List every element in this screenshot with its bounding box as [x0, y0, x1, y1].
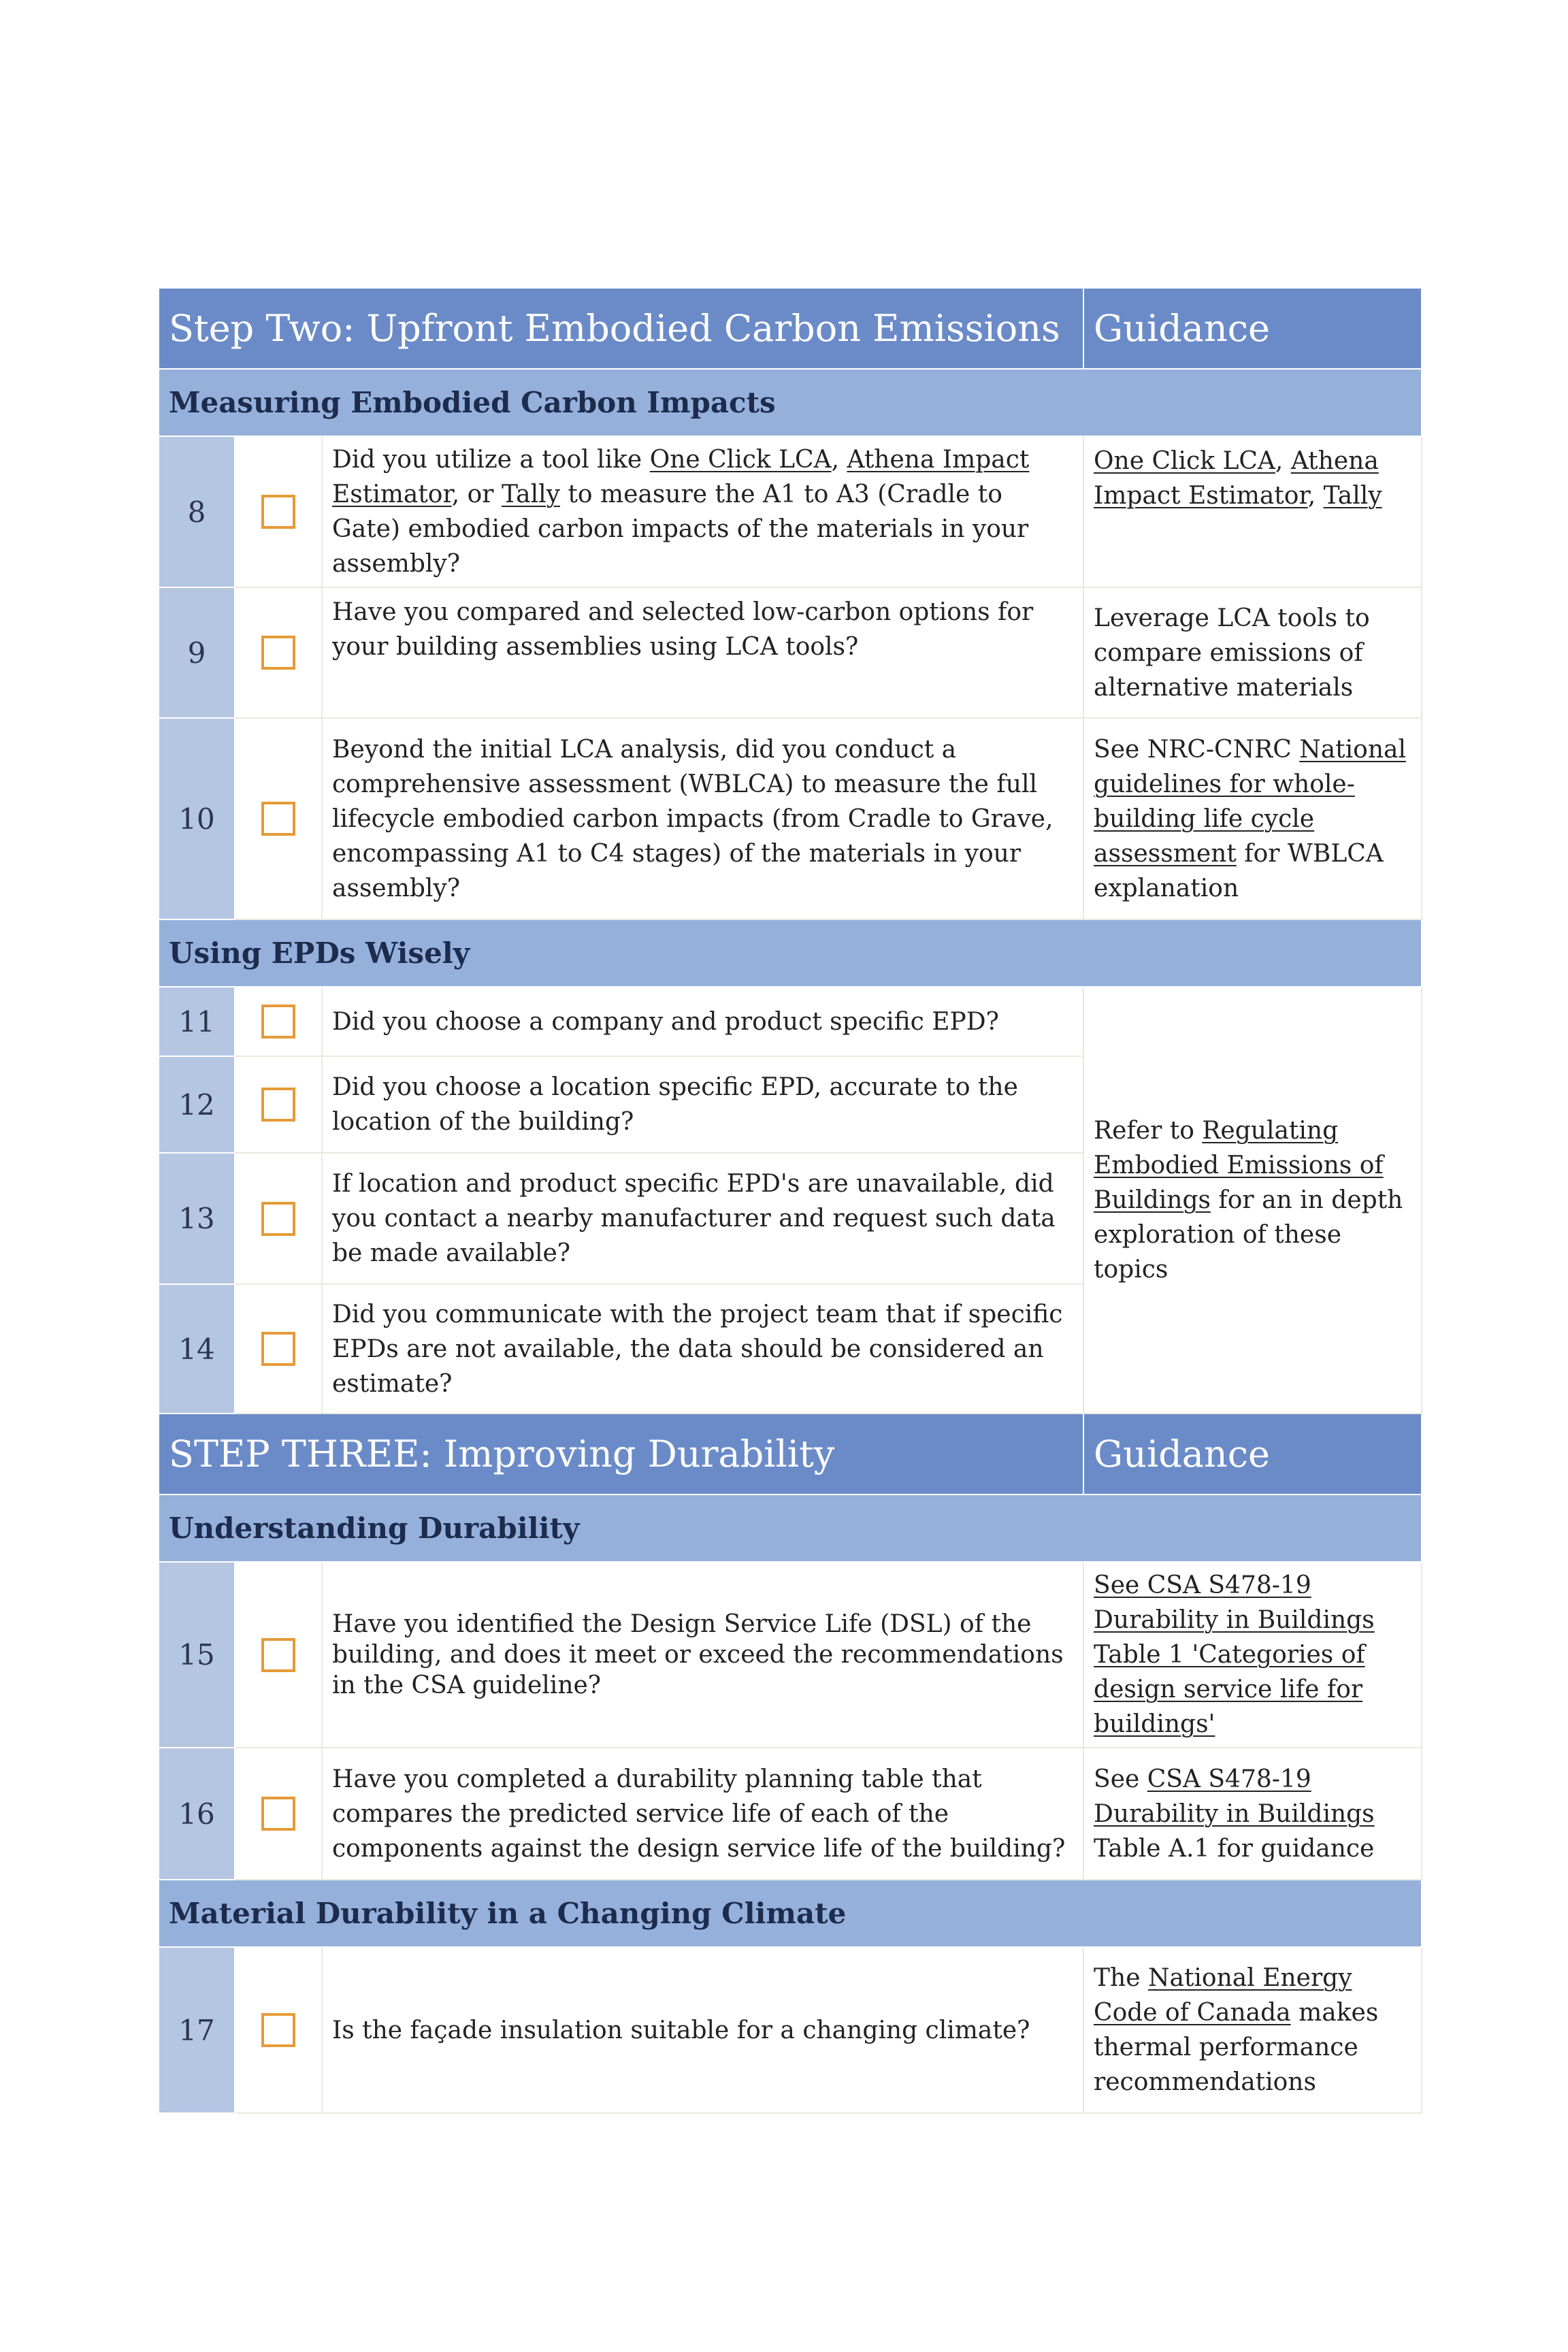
- subsection-title: Understanding Durability: [159, 1494, 1422, 1562]
- item-number: 14: [159, 1284, 235, 1414]
- checklist-row-10: [159, 718, 1422, 919]
- question-text: Have you completed a durability planning table that compares the predicted service life of each of the components against the design service life of the building?: [322, 1748, 1083, 1880]
- question-text: Did you communicate with the project team that if specific EPDs are not available, the data should be considered an estimate?: [322, 1284, 1083, 1414]
- subsection-title: Measuring Embodied Carbon Impacts: [159, 369, 1422, 436]
- checklist-row-16: [159, 1748, 1422, 1880]
- item-number: 13: [159, 1153, 235, 1284]
- question-text: If location and product specific EPD's are unavailable, did you contact a nearby manufacturer and request such data be made available?: [322, 1153, 1083, 1284]
- athena-impact-estimator-link[interactable]: Athena Impact Estimator: [1094, 447, 1379, 510]
- tally-link[interactable]: Tally: [1323, 482, 1382, 510]
- guidance-text: See CSA S478-19 Durability in Buildings Table A.1 for guidance: [1083, 1748, 1422, 1880]
- checkbox[interactable]: [261, 636, 295, 670]
- guidance-text: See NRC-CNRC National guidelines for whole-building life cycle assessment for WBLCA explanation: [1083, 718, 1422, 919]
- step-two-header-row: [159, 288, 1422, 369]
- checklist-row-9: [159, 587, 1422, 718]
- item-number: 15: [159, 1562, 235, 1748]
- question-text: Did you utilize a tool like One Click LCA, Athena Impact Estimator, or Tally to measure the A1 to A3 (Cradle to Gate) embodied carbon impacts of the materials in your assembly?: [322, 436, 1083, 587]
- subsection-row: [159, 369, 1422, 436]
- question-text: Did you choose a company and product specific EPD?: [322, 987, 1083, 1056]
- checkbox[interactable]: [261, 1332, 295, 1366]
- guidance-text: Leverage LCA tools to compare emissions of alternative materials: [1083, 587, 1422, 718]
- checkbox[interactable]: [261, 1088, 295, 1122]
- checkbox[interactable]: [261, 1797, 295, 1831]
- guidance-header: Guidance: [1083, 288, 1422, 369]
- checkbox[interactable]: [261, 2013, 295, 2047]
- csa-s478-link[interactable]: CSA S478-19 Durability in Buildings: [1094, 1765, 1375, 1828]
- checkbox[interactable]: [261, 495, 295, 529]
- guidance-text: [1083, 1562, 1422, 1748]
- item-number: 8: [159, 436, 235, 587]
- guidance-text: One Click LCA, Athena Impact Estimator, Tally: [1083, 436, 1422, 587]
- subsection-row: [159, 1494, 1422, 1562]
- checkbox[interactable]: [261, 1638, 295, 1672]
- item-number: 16: [159, 1748, 235, 1880]
- national-energy-code-link[interactable]: National Energy Code of Canada: [1094, 1964, 1352, 2027]
- item-number: 17: [159, 1947, 235, 2113]
- checkbox[interactable]: [261, 1202, 295, 1236]
- one-click-lca-link[interactable]: One Click LCA: [1094, 447, 1275, 475]
- checklist-table: [158, 287, 1422, 2114]
- tally-link[interactable]: Tally: [501, 480, 560, 508]
- item-number: 12: [159, 1056, 235, 1153]
- checklist-page: [158, 287, 1421, 2114]
- athena-impact-estimator-link[interactable]: Athena Impact Estimator: [332, 446, 1030, 508]
- shared-guidance-text: Refer to Regulating Embodied Emissions of Buildings for an in depth exploration of these topics: [1083, 987, 1422, 1414]
- checkbox[interactable]: [261, 802, 295, 836]
- step-three-title: STEP THREE: Improving Durability: [159, 1414, 1083, 1494]
- step-two-title: Step Two: Upfront Embodied Carbon Emissions: [159, 288, 1083, 369]
- item-number: 9: [159, 587, 235, 718]
- item-number: 10: [159, 718, 235, 919]
- one-click-lca-link[interactable]: One Click LCA: [649, 446, 832, 474]
- question-text: Beyond the initial LCA analysis, did you conduct a comprehensive assessment (WBLCA) to measure the full lifecycle embodied carbon impacts (from Cradle to Grave, encompassing A1 to C4 stages) of the materials in your assembly?: [322, 718, 1083, 919]
- subsection-title: Material Durability in a Changing Climate: [159, 1880, 1422, 1947]
- question-text: Is the façade insulation suitable for a changing climate?: [322, 1947, 1083, 2113]
- question-text: Have you identified the Design Service Life (DSL) of the building, and does it meet or exceed the recommendations in the CSA guideline?: [322, 1562, 1083, 1748]
- step-three-header-row: [159, 1414, 1422, 1494]
- regulating-embodied-emissions-link[interactable]: Regulating Embodied Emissions of Buildings: [1094, 1117, 1384, 1214]
- item-number: 11: [159, 987, 235, 1056]
- checklist-row-17: [159, 1947, 1422, 2113]
- subsection-title: Using EPDs Wisely: [159, 919, 1422, 987]
- checklist-row-11: [159, 987, 1422, 1056]
- nrc-wblca-guidelines-link[interactable]: National guidelines for whole-building life cycle assessment: [1094, 735, 1406, 868]
- question-text: Did you choose a location specific EPD, accurate to the location of the building?: [322, 1056, 1083, 1153]
- subsection-row: [159, 919, 1422, 987]
- csa-s478-table1-link[interactable]: See CSA S478-19 Durability in Buildings Table 1 'Categories of design service life for buildings': [1094, 1571, 1375, 1738]
- checklist-row-8: [159, 436, 1422, 587]
- subsection-row: [159, 1880, 1422, 1947]
- guidance-header: Guidance: [1083, 1414, 1422, 1494]
- guidance-text: The National Energy Code of Canada makes thermal performance recommendations: [1083, 1947, 1422, 2113]
- checkbox[interactable]: [261, 1004, 295, 1039]
- checklist-row-15: [159, 1562, 1422, 1748]
- question-text: Have you compared and selected low-carbon options for your building assemblies using LCA tools?: [322, 587, 1083, 718]
